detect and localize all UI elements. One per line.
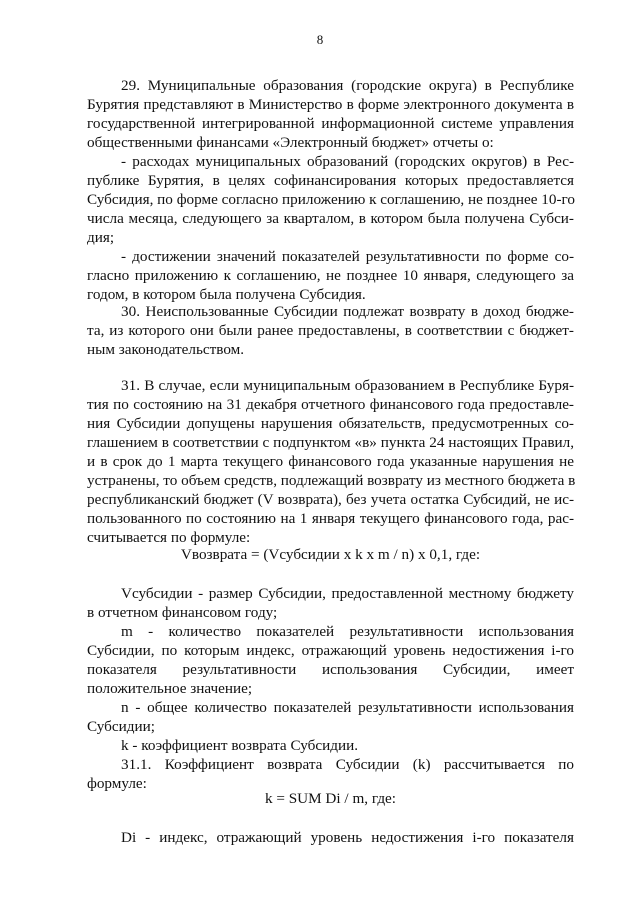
paragraph-block xyxy=(87,828,574,847)
text-line: Субсидия, по форме согласно приложению к соглашению, не позднее 10-го xyxy=(87,191,575,208)
text-line: дия; xyxy=(87,229,115,246)
text-line: k - коэффициент возврата Субсидии. xyxy=(121,737,358,754)
formula: Vвозврата = (Vсубсидии x k x m / n) x 0,1, где: xyxy=(180,546,481,563)
text-line: Субсидии; xyxy=(87,718,155,735)
paragraph-block xyxy=(87,302,574,359)
text-line: n - общее количество показателей результативности использования xyxy=(121,699,574,716)
text-line: ния Субсидии допущены нарушения обязательств, предусмотренных со- xyxy=(87,415,574,432)
text-line: годом, в котором была получена Субсидия. xyxy=(87,286,366,303)
text-line: положительное значение; xyxy=(87,680,253,697)
paragraph-block xyxy=(87,376,574,547)
text-line: 31.1. Коэффициент возврата Субсидии (k) рассчитывается по xyxy=(121,756,574,773)
text-line: - расходах муниципальных образований (городских округов) в Рес- xyxy=(121,153,574,170)
text-line: Vсубсидии - размер Субсидии, предоставленной местному бюджету xyxy=(121,585,574,602)
page-number: 8 xyxy=(316,32,324,47)
text-line: республиканский бюджет (V возврата), без учета остатка Субсидий, не ис- xyxy=(87,491,574,508)
text-line: 29. Муниципальные образования (городские округа) в Республике xyxy=(121,77,574,94)
text-line: - достижении значений показателей результативности по форме со- xyxy=(121,248,574,265)
text-line: показателя результативности использования Субсидии, имеет xyxy=(87,661,574,678)
text-line: публике Бурятия, в целях софинансирования которых предоставляется xyxy=(87,172,574,189)
text-line: Бурятия представляют в Министерство в форме электронного документа в xyxy=(87,96,574,113)
paragraph-block xyxy=(87,76,574,304)
text-line: устранены, то объем средств, подлежащий возврату из местного бюджета в xyxy=(87,472,576,489)
text-line: m - количество показателей результативности использования xyxy=(121,623,574,640)
text-line: общественными финансами «Электронный бюджет» отчеты о: xyxy=(87,134,494,151)
text-line: Di - индекс, отражающий уровень недостижения i-го показателя xyxy=(121,829,574,846)
paragraph-block xyxy=(87,584,574,793)
text-line: 31. В случае, если муниципальным образованием в Республике Буря- xyxy=(121,377,574,394)
text-line: Субсидии, по которым индекс, отражающий уровень недостижения i-го xyxy=(87,642,574,659)
text-line: пользованного по состоянию на 1 января текущего финансового года, рас- xyxy=(87,510,574,527)
text-line: формуле: xyxy=(87,775,147,792)
text-line: государственной интегрированной информационной системе управления xyxy=(87,115,574,132)
text-line: считывается по формуле: xyxy=(87,529,251,546)
text-line: в отчетном финансовом году; xyxy=(87,604,278,621)
formula: k = SUM Di / m, где: xyxy=(264,790,397,807)
text-line: гласно приложению к соглашению, не позднее 10 января, следующего за xyxy=(87,267,574,284)
text-line: та, из которого они были ранее предоставлены, в соответствии с бюджет- xyxy=(87,322,574,339)
text-line: числа месяца, следующего за кварталом, в котором была получена Субси- xyxy=(87,210,574,227)
text-line: и в срок до 1 марта текущего финансового года указанные нарушения не xyxy=(87,453,574,470)
text-line: тия по состоянию на 31 декабря отчетного финансового года предоставле- xyxy=(87,396,574,413)
text-line: 30. Неиспользованные Субсидии подлежат возврату в доход бюдже- xyxy=(121,303,574,320)
text-line: глашением в соответствии с подпунктом «в» пункта 24 настоящих Правил, xyxy=(87,434,574,451)
text-line: ным законодательством. xyxy=(87,341,245,358)
